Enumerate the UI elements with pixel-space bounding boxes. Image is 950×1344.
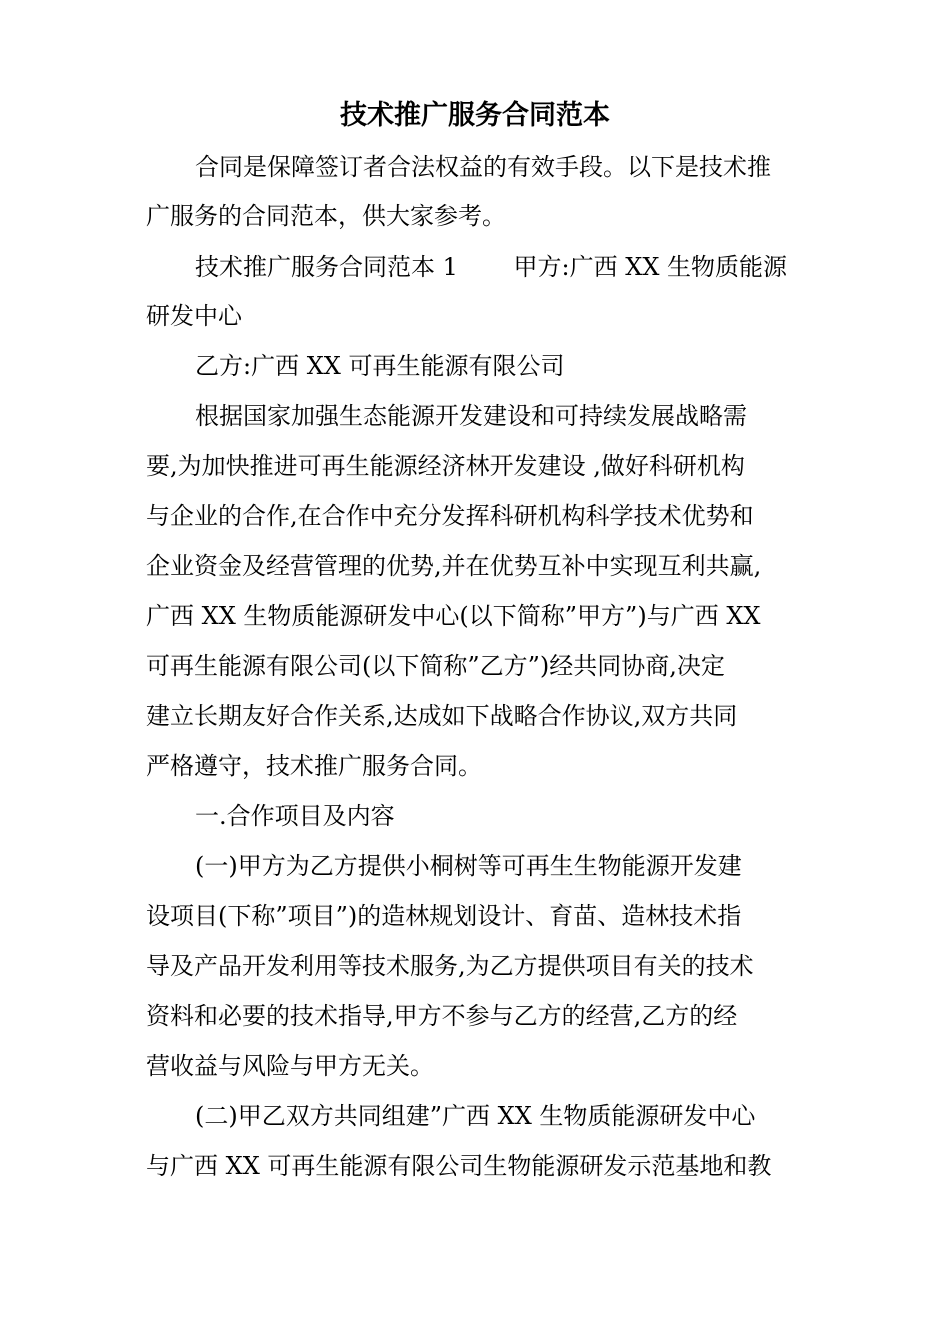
section-heading: 一.合作项目及内容 [195, 802, 395, 830]
paragraph-line: (一)甲方为乙方提供小桐树等可再生生物能源开发建 [195, 852, 742, 880]
paragraph-line: 营收益与风险与甲方无关。 [146, 1052, 434, 1080]
paragraph-line: (二)甲乙双方共同组建”广西 XX 生物质能源研发中心 [195, 1102, 756, 1130]
paragraph-line: 资料和必要的技术指导,甲方不参与乙方的经营,乙方的经 [146, 1002, 738, 1030]
paragraph-line: 企业资金及经营管理的优势,并在优势互补中实现互利共赢, [146, 552, 762, 580]
paragraph-line: 与广西 XX 可再生能源有限公司生物能源研发示范基地和教 [146, 1152, 772, 1180]
paragraph-line: 建立长期友好合作关系,达成如下战略合作协议,双方共同 [146, 702, 738, 730]
paragraph-line: 严格遵守，技术推广服务合同。 [146, 752, 482, 780]
paragraph-line: 与企业的合作,在合作中充分发挥科研机构科学技术优势和 [146, 502, 754, 530]
paragraph-line: 导及产品开发利用等技术服务,为乙方提供项目有关的技术 [146, 952, 754, 980]
paragraph-line: 乙方:广西 XX 可再生能源有限公司 [195, 352, 565, 380]
paragraph-line: 技术推广服务合同范本 1 甲方:广西 XX 生物质能源 [195, 253, 788, 281]
paragraph-line: 根据国家加强生态能源开发建设和可持续发展战略需 [195, 402, 747, 430]
paragraph-line: 广西 XX 生物质能源研发中心(以下简称”甲方”)与广西 XX [146, 602, 761, 630]
document-title: 技术推广服务合同范本 [340, 100, 610, 131]
paragraph-line: 可再生能源有限公司(以下简称”乙方”)经共同协商,决定 [146, 652, 725, 680]
paragraph-line: 广服务的合同范本，供大家参考。 [146, 202, 506, 230]
paragraph-line: 研发中心 [146, 302, 242, 330]
paragraph-line: 要,为加快推进可再生能源经济林开发建设 ,做好科研机构 [146, 452, 745, 480]
paragraph-line: 合同是保障签订者合法权益的有效手段。以下是技术推 [195, 153, 771, 181]
paragraph-line: 设项目(下称”项目”)的造林规划设计、育苗、造林技术指 [146, 902, 742, 930]
